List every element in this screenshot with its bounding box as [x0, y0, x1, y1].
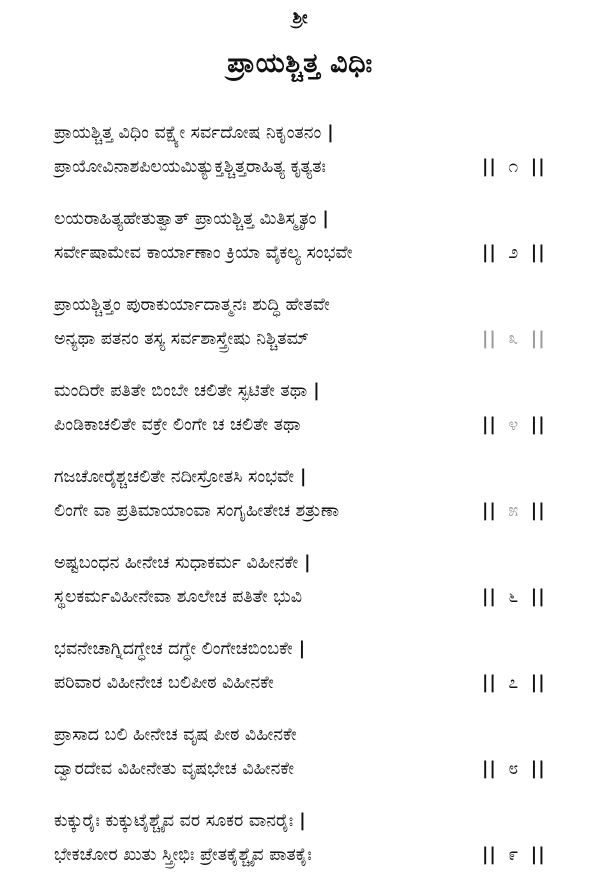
verse-4 [54, 380, 554, 444]
verse-number-value: ೬ [508, 587, 520, 607]
verse-line-2: ಭೇಕಚೋರ ಖುತು ಸ್ತ್ರೀಭಿಃ ಪ್ರೇತಕೈಶ್ಚೈವ ಪಾತಕೈಃ [54, 845, 312, 865]
verse-text: ಪ್ರಾಸಾದ ಬಲಿ ಹೀನೇಚ ವೃಷ ಪೀಠ ವಿಹೀನಕೇ [54, 725, 297, 745]
verse-number: || ೧ || [482, 157, 546, 177]
verse-line-2: ಸರ್ವೇಷಾಮೇವ ಕಾರ್ಯಾಣಾಂ ಕ್ರಿಯಾ ವೈಕಲ್ಯ ಸಂಭವೇ [54, 243, 353, 263]
half-verse-bar: | [327, 123, 334, 143]
verse-line-1 [54, 638, 305, 660]
verse-number-value: ೭ [508, 673, 520, 693]
verse-number-value: ೫ [508, 501, 520, 521]
verse-line-1 [54, 810, 306, 832]
verse-line-2: ಸ್ಥಲಕರ್ಮವಿಹೀನೇವಾ ಶೂಲೇಚ ಪತಿತೇ ಭುವಿ [54, 587, 303, 607]
verse-number-value: ೯ [508, 845, 520, 865]
verse-line-2: ಪಿಂಡಿಕಾಚಲಿತೇ ವಕ್ರೇ ಲಿಂಗೇ ಚ ಚಲಿತೇ ತಥಾ [54, 415, 301, 435]
verse-line-1 [54, 466, 306, 488]
verse-2 [54, 208, 554, 272]
verse-number-value: ೧ [508, 157, 520, 177]
verse-5 [54, 466, 554, 530]
verse-line-2: ಪ್ರಾಯೋವಿನಾಶಪಿಲಯಮಿತ್ಯುಕ್ತಶ್ಚಿತ್ತರಾಹಿತ್ಯ ಕೃತ್ಯತಃ [54, 157, 326, 177]
verse-7 [54, 638, 554, 702]
verse-number-value: ೩ [508, 329, 520, 349]
verse-number: || ೫ || [482, 501, 546, 521]
verse-number-value: ೨ [508, 243, 520, 263]
verse-text: ಪ್ರಾಯಶ್ಚಿತ್ತಂ ಪುರಾಕುರ್ಯಾದಾತ್ಮನಃ ಶುದ್ಧಿ ಹೇತವೇ [54, 295, 330, 315]
verse-8 [54, 724, 554, 788]
verse-text: ಗಜಚೋರೈಶ್ಚಚಲಿತೇ ನದೀಸ್ರೋತಸಿ ಸಂಭವೇ [54, 467, 295, 487]
verse-line-2: ಅನ್ಯಥಾ ಪತನಂ ತಸ್ಯ ಸರ್ವಶಾಸ್ತ್ರೇಷು ನಿಶ್ಚಿತಮ್ [54, 329, 309, 349]
verse-text: ಮಂದಿರೇ ಪತಿತೇ ಬಿಂಬೇ ಚಲಿತೇ ಸ್ಫಟಿತೇ ತಥಾ [54, 381, 308, 401]
verse-number: || ೩ || [482, 329, 546, 349]
verse-number-value: ೪ [508, 415, 520, 435]
verse-number: || ೪ || [482, 415, 546, 435]
verse-text: ಲಯರಾಹಿತ್ಯಹೇತುತ್ವಾತ್ ಪ್ರಾಯಶ್ಚಿತ್ತ ಮಿತಿಸ್ಮೃತಂ [54, 209, 317, 229]
verse-6 [54, 552, 554, 616]
page-title: ಪ್ರಾಯಶ್ಚಿತ್ತ ವಿಧಿಃ [227, 48, 373, 79]
verse-line-2: ದ್ವಾರದೇವ ವಿಹೀನೇತು ವೃಷಭೇಚ ವಿಹೀನಕೇ [54, 759, 295, 779]
verse-number: || ೬ || [482, 587, 546, 607]
verse-line-1 [54, 122, 334, 144]
verse-line-1 [54, 724, 303, 746]
half-verse-bar: | [313, 381, 320, 401]
half-verse-bar: | [298, 639, 306, 659]
verse-line-2: ಲಿಂಗೇ ವಾ ಪ್ರತಿಮಾಯಾಂವಾ ಸಂಗೃಹೀತೇಚ ಶತ್ರುಣಾ [54, 501, 340, 521]
verse-text: ಅಷ್ಟಬಂಧನ ಹೀನೇಚ ಸುಧಾಕರ್ಮ ವಿಹೀನಕೇ [54, 553, 299, 573]
verse-number: || ೭ || [482, 673, 546, 693]
verse-number: || ೮ || [482, 759, 546, 779]
verse-number: || ೨ || [482, 243, 546, 263]
verse-number-value: ೮ [508, 759, 520, 779]
half-verse-bar: | [304, 553, 311, 573]
half-verse-bar: | [300, 467, 307, 487]
verse-line-1 [54, 380, 320, 402]
sri-heading: ಶ್ರೀ [292, 8, 308, 28]
verse-line-1 [54, 294, 336, 316]
verse-9 [54, 810, 554, 874]
verse-number: || ೯ || [482, 845, 546, 865]
verse-line-1 [54, 552, 311, 574]
verse-text: ಭವನೇಚಾಗ್ನಿದಗ್ಧೇಚ ದಗ್ಧೇ ಲಿಂಗೇಚಬಿಂಬಕೇ [54, 639, 293, 659]
half-verse-bar: | [322, 209, 329, 229]
verse-text: ಪ್ರಾಯಶ್ಚಿತ್ತ ವಿಧಿಂ ವಕ್ಷ್ಯೇ ಸರ್ವದೋಷ ನಿಕೃಂತನಂ [54, 123, 322, 143]
verse-3 [54, 294, 554, 358]
verse-text: ಕುಕ್ಕುರೈಃ ಕುಕ್ಕುಟೈಶ್ಚೈವ ವರ ಸೂಕರ ವಾನರೈಃ [54, 811, 294, 831]
verse-1 [54, 122, 554, 186]
verse-line-2: ಪರಿವಾರ ವಿಹೀನೇಚ ಬಲಿಪೀಠ ವಿಹೀನಕೇ [54, 673, 274, 693]
verse-line-1 [54, 208, 329, 230]
half-verse-bar: | [299, 811, 306, 831]
